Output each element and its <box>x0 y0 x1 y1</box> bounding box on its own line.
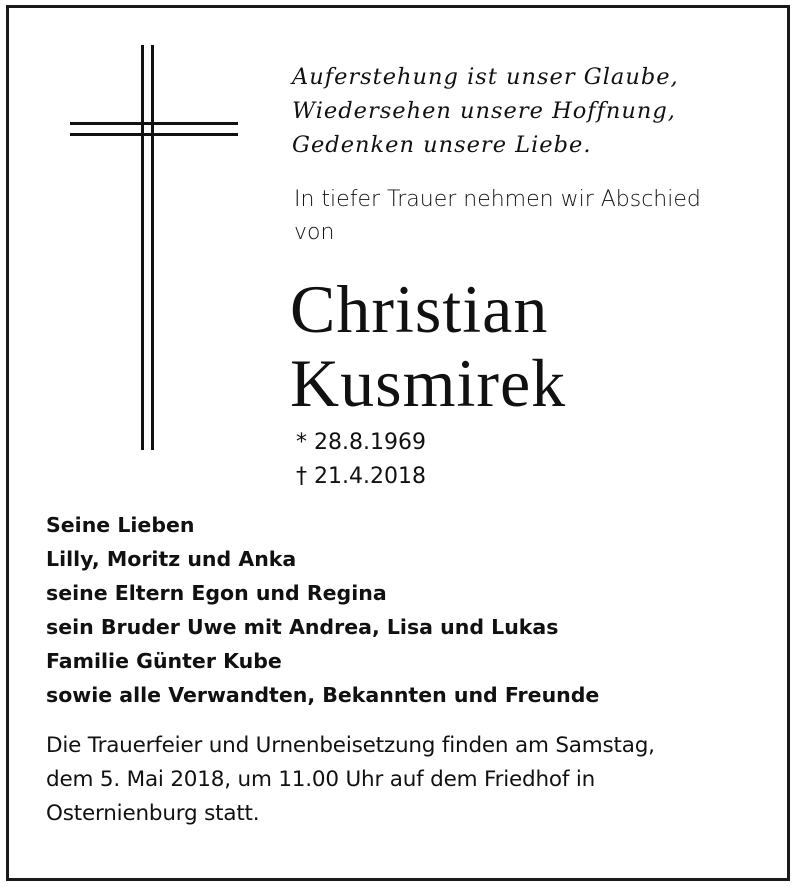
motto-line: Auferstehung ist unser Glaube, <box>292 64 679 90</box>
motto-verse <box>292 60 679 162</box>
intro-text <box>294 183 701 249</box>
ceremony-notice <box>46 729 776 831</box>
deceased-name <box>290 272 566 420</box>
death-date: † 21.4.2018 <box>296 464 426 489</box>
ceremony-line: dem 5. Mai 2018, um 11.00 Uhr auf dem Friedhof in <box>46 767 596 792</box>
intro-line: In tiefer Trauer nehmen wir Abschied <box>294 187 701 212</box>
mourner-line: sein Bruder Uwe mit Andrea, Lisa und Lukas <box>46 615 559 639</box>
ceremony-line: Die Trauerfeier und Urnenbeisetzung finden am Samstag, <box>46 733 655 758</box>
intro-line: von <box>294 220 335 245</box>
motto-line: Wiedersehen unsere Hoffnung, <box>292 98 676 124</box>
mourner-line: Lilly, Moritz und Anka <box>46 547 297 571</box>
life-dates <box>296 426 426 494</box>
mourner-line: Familie Günter Kube <box>46 649 282 673</box>
mourners-list <box>46 508 599 712</box>
mourner-line: seine Eltern Egon und Regina <box>46 581 387 605</box>
last-name: Kusmirek <box>290 345 567 421</box>
cross-icon <box>70 45 238 450</box>
birth-date: * 28.8.1969 <box>296 430 426 455</box>
first-name: Christian <box>290 271 549 347</box>
motto-line: Gedenken unsere Liebe. <box>292 132 592 158</box>
mourner-line: Seine Lieben <box>46 513 195 537</box>
mourner-line: sowie alle Verwandten, Bekannten und Freunde <box>46 683 600 707</box>
ceremony-line: Osternienburg statt. <box>46 801 260 826</box>
